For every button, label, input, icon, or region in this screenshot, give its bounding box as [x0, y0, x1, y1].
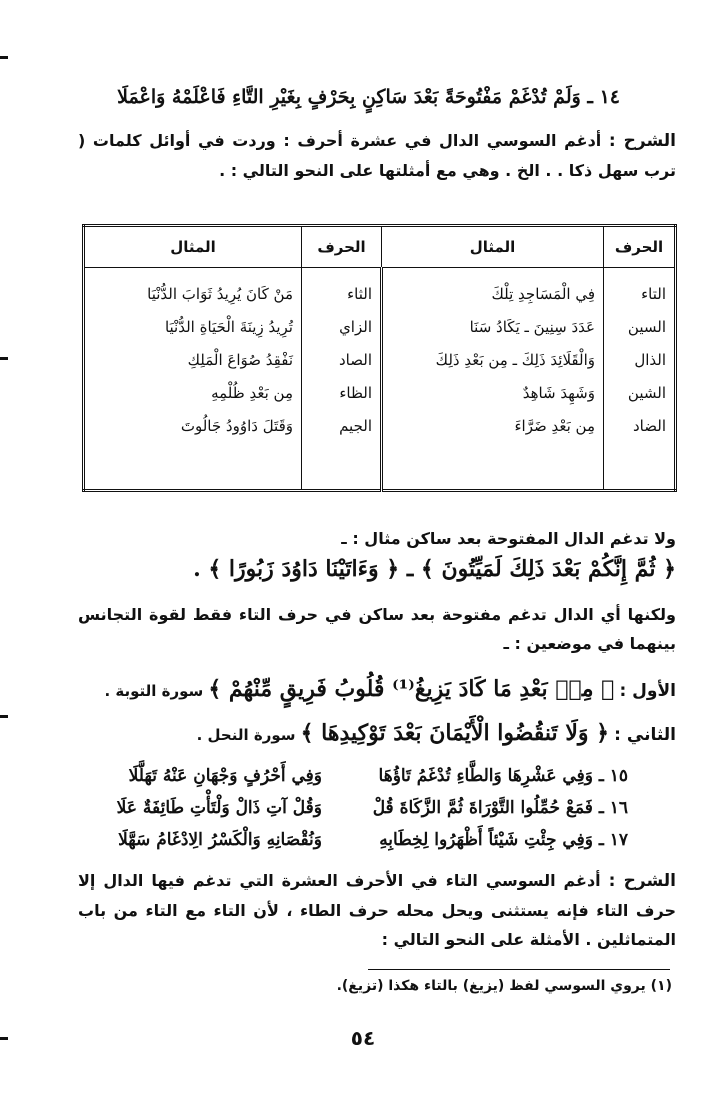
quran-examples: ﴿ ثُمَّ إِنَّكُمْ بَعْدَ ذَلِكَ لَمَيِّتُونَ ﴾ ـ ﴿ وَءَاتَيْنَا دَاوُدَ زَبُورًا ﴾ . [193, 556, 676, 582]
example-cell: مِن بَعْدِ ضَرَّاءَ [514, 417, 595, 435]
verse-16-first-half: ١٦ ـ فَمَعْ حُمِّلُوا التَّوْرَاةَ ثُمَّ الزَّكَاةَ قُلْ [372, 798, 628, 818]
edge-mark [0, 1037, 8, 1040]
example-cell: فِي الْمَسَاجِدِ تِلْكَ [491, 285, 595, 303]
commentary-2 [78, 866, 676, 954]
second-surah: سورة النحل . [196, 726, 296, 744]
verse-16-second-half: وَقُلْ آتِ ذَالْ وَلْتَأْتِ طَائِفَةٌ عَلَا [116, 798, 322, 818]
examples-column [84, 268, 302, 491]
edge-mark [0, 357, 8, 360]
edge-mark [0, 715, 8, 718]
exception-note: ولكنها أي الدال تدغم مفتوحة بعد ساكن في حرف التاء فقط لقوة التجانس بينهما في موضعين : ـ [78, 605, 676, 653]
verse-14: ١٤ ـ وَلَمْ تُدْغَمْ مَفْتُوحَةً بَعْدَ سَاكِنٍ بِحَرْفٍ بِغَيْرِ التَّاءِ فَاعْلَمْهُ وَاعْمَلَا [117, 86, 620, 108]
first-place [80, 676, 676, 702]
letter-cell: التاء [641, 285, 666, 303]
letter-cell: الظاء [339, 384, 372, 402]
letter-cell: الذال [634, 351, 666, 369]
table-header: المثال [382, 226, 604, 268]
example-cell: مَنْ كَانَ يُرِيدُ ثَوَابَ الدُّنْيَا [147, 285, 293, 303]
commentary-1 [78, 126, 676, 185]
letter-cell: الصاد [339, 351, 372, 369]
table-header: الحرف [604, 226, 676, 268]
first-verse: ﴿ مِنۢ بَعْدِ مَا كَادَ يَزِيغُ⁽¹⁾ قُلُوبُ فَرِيقٍ مِّنْهُمْ ﴾ [208, 676, 615, 702]
edge-mark [0, 56, 8, 59]
page-number: ٥٤ [350, 1026, 376, 1050]
example-cell: وَشَهِدَ شَاهِدٌ [522, 384, 595, 402]
second-label: الثاني : [614, 725, 676, 745]
example-cell: عَدَدَ سِنِينَ ـ يَكَادُ سَنَا [469, 318, 595, 336]
examples-column [382, 268, 604, 491]
letter-cell: الشين [627, 384, 666, 402]
second-verse: ﴿ وَلَا تَنقُضُوا الْأَيْمَانَ بَعْدَ تَوْكِيدِهَا ﴾ [300, 720, 610, 746]
verse-17-first-half: ١٧ ـ وَفِي جِئْتِ شَيْئاً أَظْهَرُوا لِخِطَابِهِ [379, 830, 628, 850]
table-header: المثال [84, 226, 302, 268]
example-cell: وَالْقَلَائِدَ ذَلِكَ ـ مِن بَعْدِ ذَلِكَ [435, 351, 595, 369]
commentary-label: الشرح : [608, 131, 676, 151]
letter-cell: الزاي [339, 318, 372, 336]
table-header: الحرف [302, 226, 382, 268]
footnote: (١) يروي السوسي لفظ (يزيغ) بالتاء هكذا (تزيغ). [336, 978, 672, 994]
verse-15-first-half: ١٥ ـ وَفِي عَشْرِهَا وَالطَّاءِ تُدْغَمُ تَاؤُهَا [378, 766, 628, 786]
first-surah: سورة التوبة . [104, 682, 204, 700]
letters-column [302, 268, 382, 491]
commentary-text: أدغم السوسي الدال في عشرة أحرف : وردت في أوائل كلمات ( ترب سهل ذكا . . الخ . وهي مع أمثلتها على النحو التالي : . [78, 131, 676, 180]
footnote-rule [368, 969, 670, 970]
commentary-text: أدغم السوسي التاء في الأحرف العشرة التي تدغم فيها الدال إلا حرف التاء فإنه يستثنى ويحل محله حرف الطاء ، لأن التاء مع التاء من باب المتماثلين . الأمثلة على النحو التالي : [78, 871, 676, 949]
letter-cell: الجيم [339, 417, 372, 435]
letter-cell: الضاد [633, 417, 666, 435]
example-cell: وَقَتَلَ دَاوُودُ جَالُوتَ [180, 417, 293, 435]
second-place [80, 720, 676, 746]
letters-table [82, 224, 677, 492]
no-idgham-note: ولا تدغم الدال المفتوحة بعد ساكن مثال : ـ [341, 529, 676, 548]
example-cell: نَفْقِدُ صُوَاعَ الْمَلِكِ [187, 351, 293, 369]
example-cell: مِن بَعْدِ ظُلْمِهِ [211, 384, 293, 402]
commentary-label: الشرح : [608, 871, 676, 891]
letter-cell: السين [627, 318, 666, 336]
letter-cell: الثاء [347, 285, 372, 303]
first-label: الأول : [619, 681, 676, 701]
verse-17-second-half: وَنُقْصَانِهِ وَالْكَسْرُ الِادْغَامُ سَهَّلَا [118, 830, 322, 850]
verse-15-second-half: وَفِي أَحْرُفٍ وَجْهَانِ عَنْهُ تَهَلَّلَا [128, 766, 322, 786]
example-cell: تُرِيدُ زِينَةَ الْحَيَاةِ الدُّنْيَا [164, 318, 293, 336]
letters-column [604, 268, 676, 491]
